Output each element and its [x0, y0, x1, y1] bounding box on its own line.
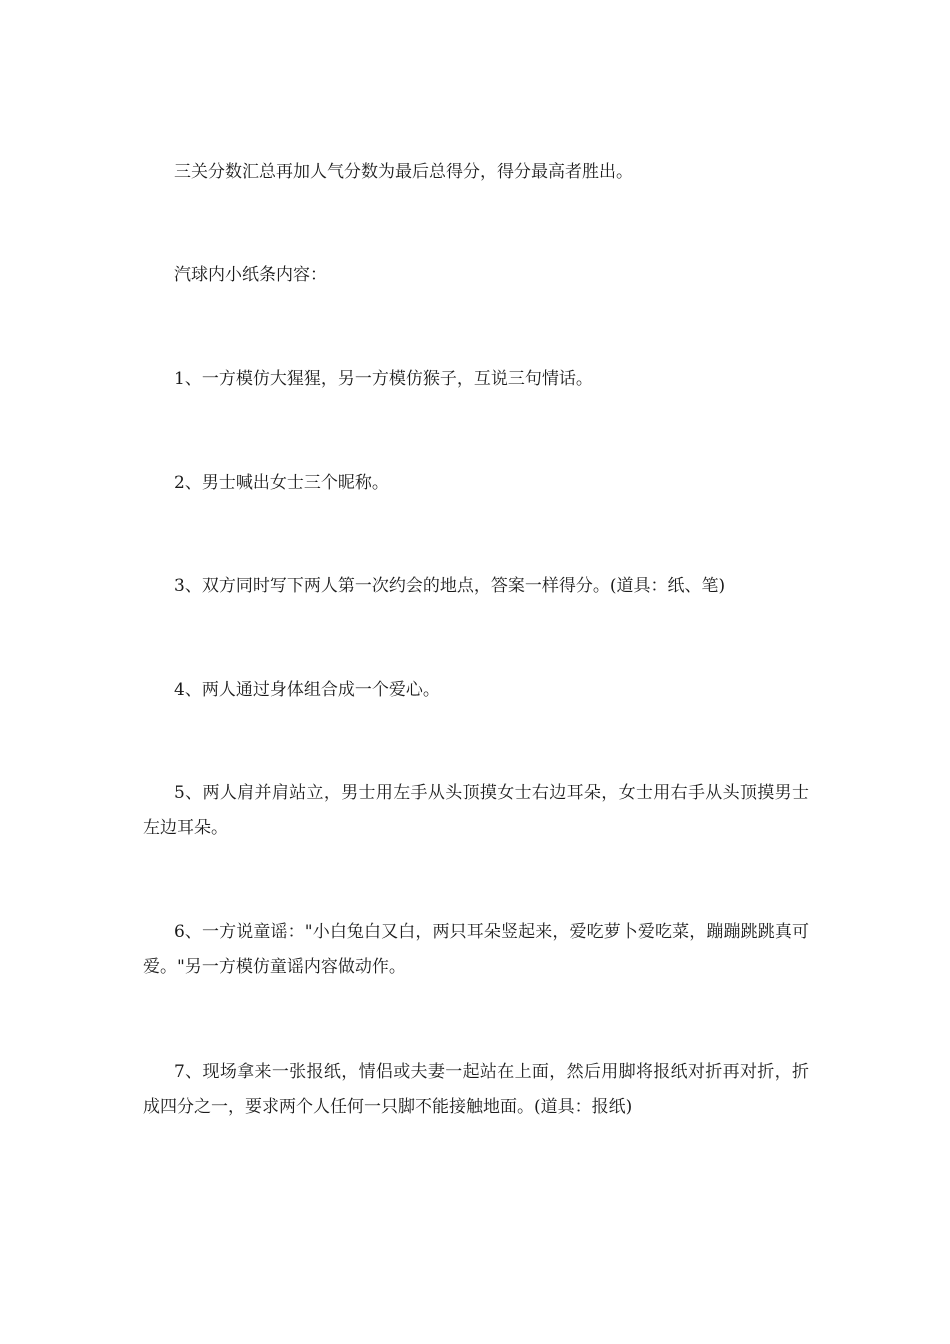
- paragraph-item-4: 4、两人通过身体组合成一个爱心。: [174, 680, 440, 700]
- paragraph-item-3: 3、双方同时写下两人第一次约会的地点，答案一样得分。(道具：纸、笔): [174, 576, 726, 596]
- paragraph-item-5: 5、两人肩并肩站立，男士用左手从头顶摸女士右边耳朵，女士用右手从头顶摸男士左边耳朵。: [143, 783, 809, 838]
- paragraph-item-6: 6、一方说童谣："小白兔白又白，两只耳朵竖起来，爱吃萝卜爱吃菜，蹦蹦跳跳真可爱。"另一方模仿童谣内容做动作。: [143, 922, 809, 977]
- paragraph-score-summary: 三关分数汇总再加人气分数为最后总得分，得分最高者胜出。: [174, 162, 633, 182]
- paragraph-item-1: 1、一方模仿大猩猩，另一方模仿猴子，互说三句情话。: [174, 369, 593, 389]
- paragraph-item-7: 7、现场拿来一张报纸，情侣或夫妻一起站在上面，然后用脚将报纸对折再对折，折成四分之一，要求两个人任何一只脚不能接触地面。(道具：报纸): [143, 1062, 809, 1117]
- paragraph-balloon-notes-heading: 汽球内小纸条内容：: [174, 265, 327, 285]
- paragraph-item-2: 2、男士喊出女士三个昵称。: [174, 473, 389, 493]
